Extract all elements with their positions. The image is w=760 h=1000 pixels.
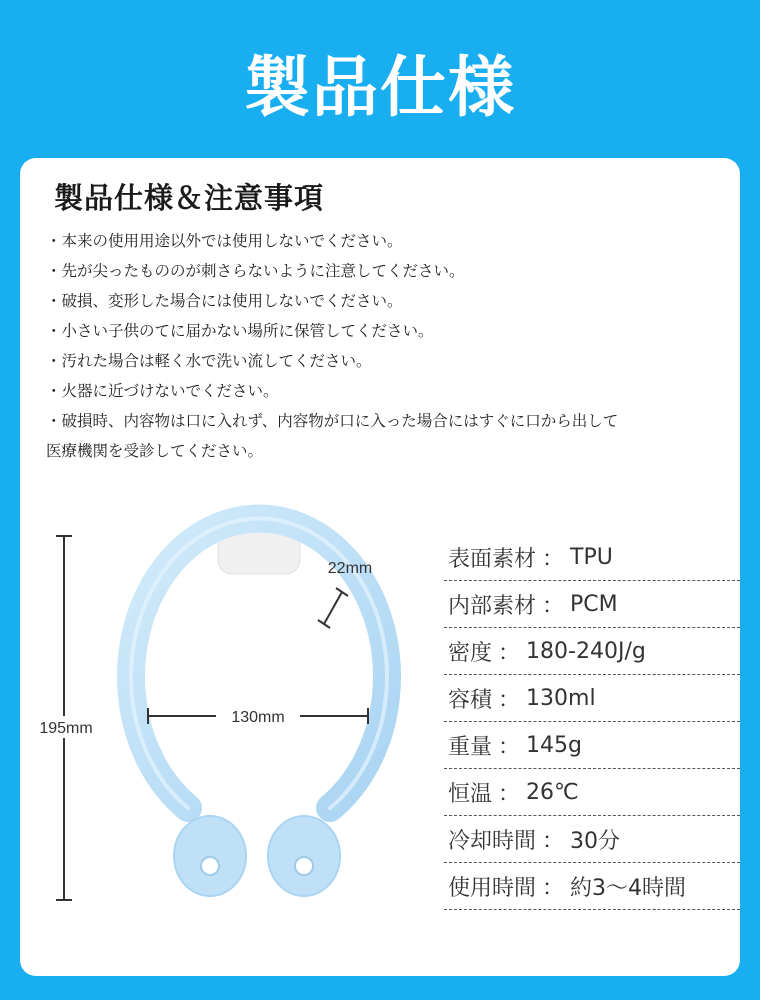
caution-item: ・破損時、内容物は口に入れず、内容物が口に入った場合にはすぐに口から出して	[46, 412, 619, 430]
height-label: 195mm	[39, 720, 93, 737]
ring-hole-right	[295, 857, 313, 875]
spec-separator: ：	[542, 593, 565, 619]
caution-item: ・破損、変形した場合には使用しないでください。	[46, 292, 403, 310]
spec-separator: ：	[542, 875, 565, 901]
caution-item: 医療機関を受診してください。	[46, 442, 264, 460]
ring-hole-left	[201, 857, 219, 875]
spec-separator: ：	[498, 734, 521, 760]
spec-value: 145g	[526, 732, 582, 758]
thickness-label: 22mm	[327, 560, 373, 577]
spec-label: 内部素材	[448, 593, 537, 619]
spec-value: 30分	[570, 828, 621, 854]
spec-label: 冷却時間	[448, 828, 537, 854]
spec-label: 恒温	[448, 781, 493, 807]
spec-label: 使用時間	[448, 875, 537, 901]
thickness-dimension-line	[324, 592, 342, 624]
spec-value: TPU	[570, 544, 613, 570]
page-title: 製品仕様	[244, 49, 516, 126]
spec-row	[444, 722, 740, 769]
caution-item: ・火器に近づけないでください。	[46, 382, 279, 400]
spec-value: 180-240J/g	[526, 638, 646, 664]
spec-value: 130ml	[526, 685, 596, 711]
spec-separator: ：	[498, 687, 521, 713]
spec-label: 容積	[448, 687, 493, 713]
inner-width-label: 130mm	[231, 709, 285, 726]
spec-value: 約3～4時間	[570, 875, 687, 901]
spec-value: PCM	[570, 591, 618, 617]
spec-card	[20, 158, 740, 976]
caution-item: ・先が尖ったもののが刺さらないように注意してください。	[46, 262, 465, 280]
spec-label: 重量	[448, 734, 493, 760]
spec-separator: ：	[498, 640, 521, 666]
spec-row	[444, 816, 740, 863]
spec-value: 26℃	[526, 779, 579, 805]
spec-label: 密度	[448, 640, 493, 666]
spec-row	[444, 581, 740, 628]
spec-label: 表面素材	[448, 546, 537, 572]
caution-item: ・小さい子供のてに届かない場所に保管してください。	[46, 322, 434, 340]
spec-row	[444, 628, 740, 675]
spec-row	[444, 863, 740, 910]
spec-list	[444, 534, 740, 910]
spec-separator: ：	[542, 828, 565, 854]
caution-item: ・本来の使用用途以外では使用しないでください。	[46, 232, 403, 250]
caution-item: ・汚れた場合は軽く水で洗い流してください。	[46, 352, 372, 370]
spec-separator: ：	[498, 781, 521, 807]
section-title: 製品仕様＆注意事項	[54, 181, 325, 215]
neck-ring-diagram	[20, 158, 440, 976]
spec-separator: ：	[542, 546, 565, 572]
spec-row	[444, 769, 740, 816]
spec-row	[444, 534, 740, 581]
spec-row	[444, 675, 740, 722]
